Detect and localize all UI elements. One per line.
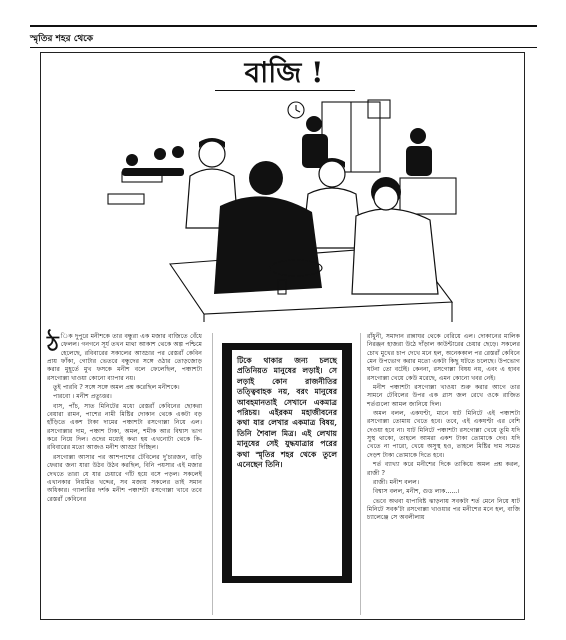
article-column-1: [47, 333, 202, 505]
paragraph: ঠ িক দুপুরে মনীশকে তার বন্ধুরা এক মজার বাজিতে বেঁধে ফেলল। গনগনে সূর্য তখন মাথা আকাশ থেকে অল্প পশ্চিমে হেলেছে, রবিবারের সকালের আড্ডার পর রেস্তরাঁ কেবিন প্রায় ফাঁকা, গোটার ভেতরে বন্ধুদের সঙ্গে ওঠার তোড়জোড় করার মুহূর্তে মুখ ফসকে মনীশ বলে ফেলেছিল, পঞ্চাশটা রসগোল্লা খাওয়া কোনো ব্যাপার নয়।: [47, 331, 202, 382]
top-rule: [30, 25, 537, 27]
article-title: বাজি !: [244, 56, 324, 89]
pullquote-text: টিকে থাকার জন্য চলছে প্রতিনিয়ত মানুষের লড়াই। সে লড়াই কোন রাজনীতির তত্ত্বিবাহক নয়, বরং মানুষের আবহমানতাই সেখানে একমাত্র পরিচয়। এইরকম মহাজীবনের কথা যার লেখার একমাত্র বিষয়, তিনি শৈবাল মিত্র। এই লেখায় মানুষের সেই যুদ্ধযাত্রার পরের কথা স্মৃতির শহর থেকে তুলে এনেছেন তিনি।: [237, 356, 337, 470]
paragraph: ভেবে অথবা ধাপাবিষ্ট ঝাড়নায় সবকটা শর্ত মেনে নিয়ে ষাট মিনিটে সবক'টা রসগোল্লা খাওয়ার পর মনীশের মনে হল, বাজি চ্যালেঞ্জে সে অবলীলায়: [367, 497, 520, 522]
paragraph: মনীশ পঞ্চাশটা রসগোল্লা খাওয়া শুরু করার আগে তার সামনে টেবিলের উপর এক গ্লাস জল রেখে ওকে রাজিত শর্তগুলো আমল জানিয়ে দিল।: [367, 384, 520, 408]
pullquote-box: [222, 343, 352, 583]
paragraph: বাস, পাঁচ, সাত মিনিটের মধ্যে রেস্তরাঁ কেবিনের ছোকরা বেয়ারা রামন, পাশের নামী মিষ্টির দোকান থেকে একটা বড় হাঁড়িতে একশ টাকা দামের পঞ্চাশটা রসগোল্লা নিয়ে এল। রসগোল্লার দাম, পঞ্চাশ টাকা, অমল, শমীক আর বিশ্বাস ভাগ করে নিয়ে দিল। ওদের মধ্যেই কথা হয় এখনোটা থেকে কি-রবিবারের মতো আজও মনীশ আড্ডা দিচ্ছিল।: [47, 402, 202, 452]
restaurant-scene-illustration: [100, 96, 460, 322]
paragraph: রসগোল্লা আসার পর আশপাশের টেবিলের দু'চারজন, বাড়ি ফেরার জন্য যারা উঠব উঠব করছিল, বিনি পয়সার এই মজার দেখতে তারা যে যার চেয়ারে গাঁট হয়ে বসে পড়ল। সকলেই এখানকার নিয়মিত খদ্দের, সব মজায় সকলের তাই সমান অধিকার। গ্যালারির দর্শক মনীশ পঞ্চাশটা রসগোল্লা খাবে তবে রেস্তরাঁ কেবিনের: [47, 453, 202, 503]
section-header: স্মৃতির শহর থেকে: [30, 34, 94, 44]
header-rule: [30, 47, 537, 48]
article-column-3: [367, 333, 520, 524]
paragraph: পারবো । মনীশ প্রত্যুত্তর।: [53, 393, 112, 401]
column-divider: [360, 333, 361, 615]
title-underline: [215, 90, 355, 91]
paragraph: বিশ্বাস বলল, মনীশ, গুড লাক......।: [373, 488, 460, 496]
paragraph: রাঁধুনী, সমাদান রান্নাঘর থেকে বেরিয়ে এল। দোকানের মালিক নিরঞ্জন হাজরা উঠে দাঁড়াল কাউন্টারের চেয়ার ছেড়ে। সকলের চোখ মুখের চাপ দেখে মনে হল, অনেককাল পর রেস্তরাঁ কেবিনে মেন উপভোগ করার মতো একটা কিছু ঘটতে চলেছে। উপভোগ ঘটনা তো বটেই। কেননা, রসগোল্লা বিষয় নয়, এবং এ হাবব রসগোল্লা খেয়ে কেউ মরেছে, এমন কোনো খবর নেই।: [367, 333, 520, 382]
counter-shape: [400, 178, 456, 214]
paragraph: রাজী। মনীশ বলল।: [373, 478, 420, 486]
paragraph: তুই পারবি ? সঙ্গে সঙ্গে অমল প্রশ্ন করেছিল মনীশকে।: [53, 384, 180, 392]
column-divider: [212, 333, 213, 615]
paragraph: শর্ত ব্যাখ্যা করে মনীশের দিকে তাকিয়ে অমল প্রশ্ন করল, রাজী ?: [367, 461, 520, 477]
paragraph: অমল বলল, একঘণ্টা, মানে ষাট মিনিটে এই পঞ্চাশটা রসগোল্লা তোমায় খেতে হবে। তবে, এই একঘণ্টা এর বেশি দেওয়া হবে না। যাট মিনিটে পঞ্চাশটা রসগোল্লা খেয়ে তুমি যদি সুস্থ থাকো, তাহলে আমরা একশ টাকা তোমাকে দেব। যদি খেতে না পারো, খেয়ে অসুস্থ হও, তাহলে মিষ্টির দাম সমেত দেড়শ টাকা তোমাকে দিতে হবে।: [367, 410, 520, 459]
drop-cap: ঠ: [47, 331, 59, 357]
